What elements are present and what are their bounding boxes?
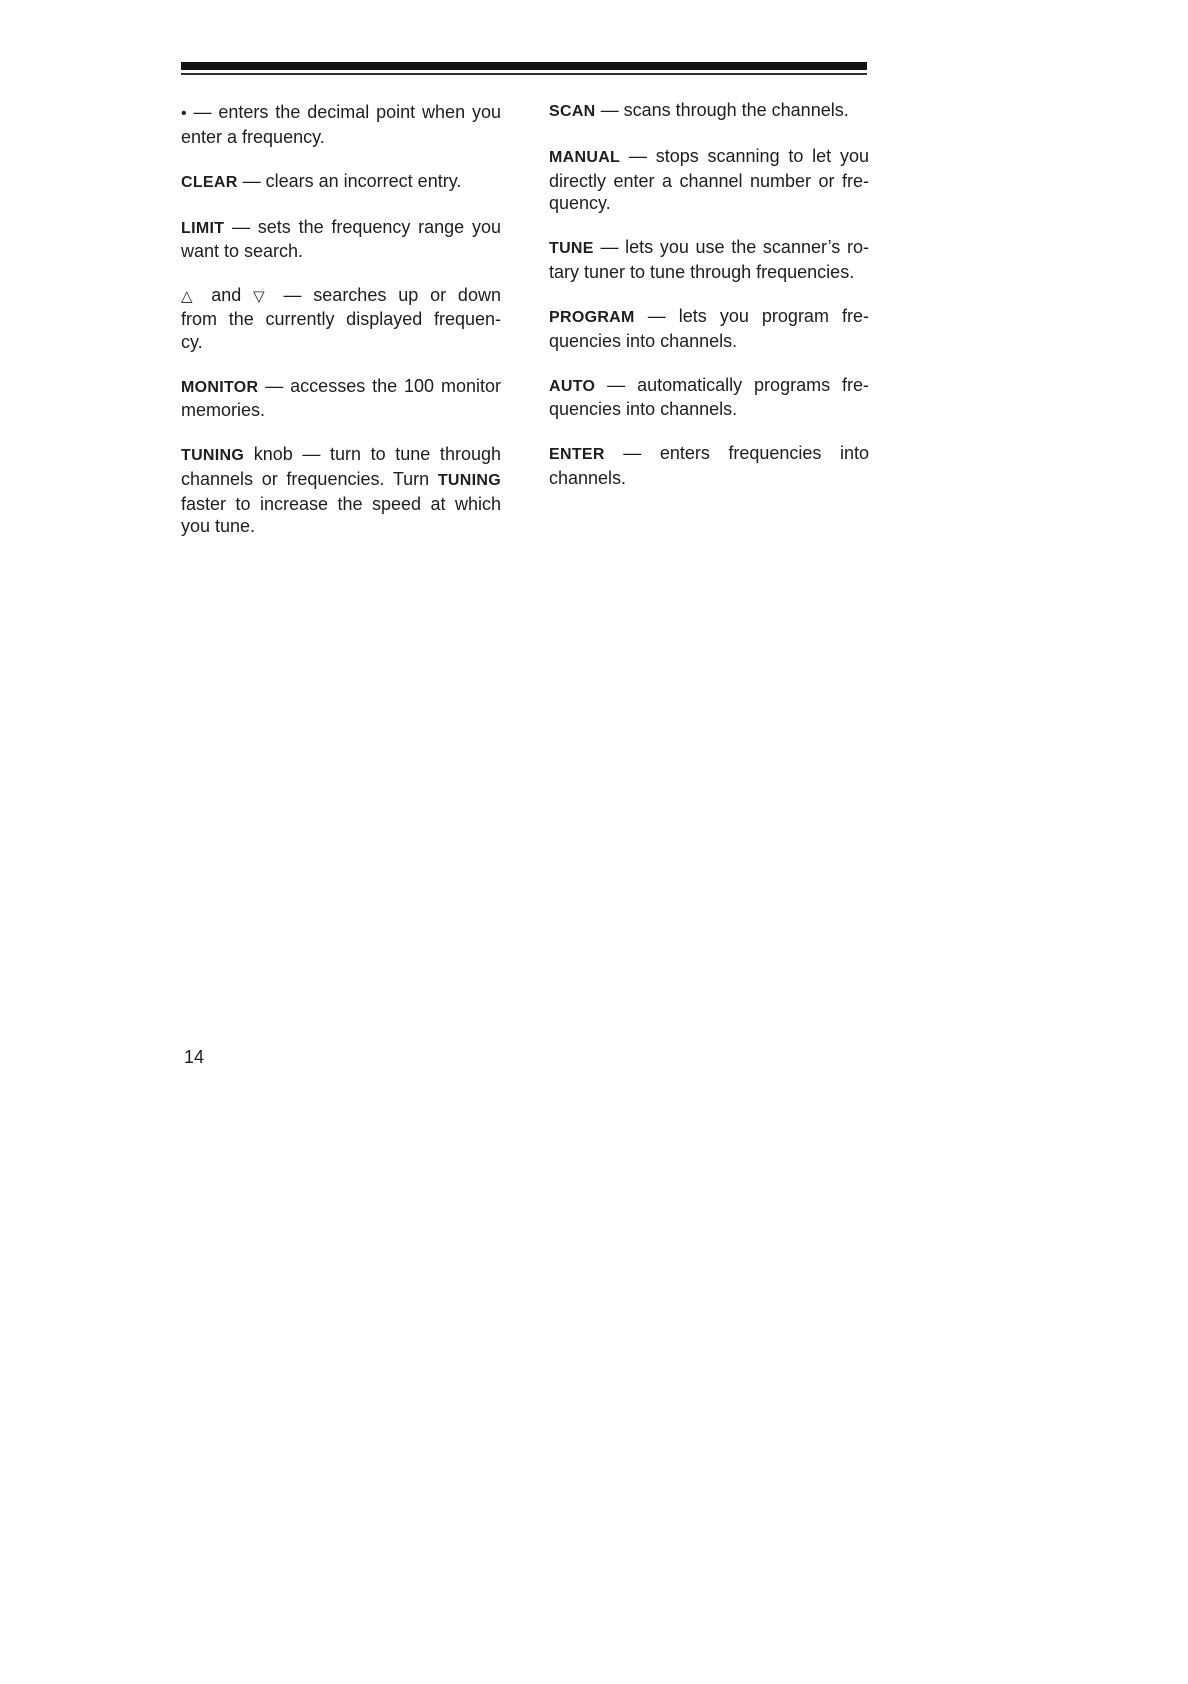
text-line bbox=[181, 284, 501, 308]
scan-key-description bbox=[549, 99, 869, 124]
header-rule-thick bbox=[181, 62, 867, 70]
text-line bbox=[181, 101, 501, 126]
description-text: — stops scanning to let you bbox=[628, 146, 869, 167]
text-line bbox=[181, 170, 501, 195]
tune-key-label: TUNE bbox=[549, 240, 594, 258]
description-text: — clears an incorrect entry. bbox=[242, 170, 462, 191]
auto-key-description bbox=[549, 374, 869, 421]
enter-key-description bbox=[549, 442, 869, 489]
tuning-knob-description bbox=[181, 443, 501, 537]
tuning-key-label: TUNING bbox=[181, 447, 245, 465]
text-line: directly enter a channel number or fre- bbox=[549, 170, 869, 191]
description-text: — accesses the 100 monitor bbox=[265, 375, 501, 396]
text-line: memories. bbox=[181, 400, 266, 421]
description-text: — enters frequencies into bbox=[623, 443, 869, 464]
text-line: tary tuner to tune through frequencies. bbox=[549, 261, 855, 282]
decimal-key-label: • bbox=[181, 105, 187, 122]
limit-key-label: LIMIT bbox=[181, 219, 225, 237]
description-text: — lets you program fre- bbox=[647, 306, 869, 327]
text-line bbox=[549, 442, 869, 467]
right-column bbox=[549, 99, 869, 511]
search-keys-description bbox=[181, 284, 501, 353]
text-line bbox=[549, 305, 869, 330]
description-text: — searches up or down bbox=[283, 285, 501, 306]
text-line bbox=[181, 375, 501, 400]
text-line bbox=[549, 145, 869, 170]
description-text: — automatically programs fre- bbox=[607, 374, 869, 395]
manual-key-label: MANUAL bbox=[549, 149, 621, 167]
program-key-label: PROGRAM bbox=[549, 309, 635, 327]
monitor-key-description bbox=[181, 375, 501, 422]
text-line: channels. bbox=[549, 468, 627, 489]
text-line bbox=[181, 216, 501, 241]
decimal-key-description bbox=[181, 101, 501, 148]
text-line bbox=[181, 468, 501, 493]
text-line bbox=[181, 443, 501, 468]
description-text: knob — turn to tune through bbox=[253, 444, 501, 465]
tune-key-description bbox=[549, 236, 869, 283]
down-triangle-icon: ▽ bbox=[253, 287, 272, 306]
clear-key-description bbox=[181, 170, 501, 195]
text-line: enter a frequency. bbox=[181, 126, 325, 147]
left-column bbox=[181, 101, 501, 559]
text-line: quency. bbox=[549, 193, 611, 214]
program-key-description bbox=[549, 305, 869, 352]
text-line: cy. bbox=[181, 331, 203, 352]
text-line bbox=[549, 236, 869, 261]
tuning-key-label: TUNING bbox=[437, 472, 501, 490]
description-text: channels or frequencies. Turn bbox=[181, 469, 430, 490]
and-text: and bbox=[211, 285, 242, 306]
up-triangle-icon: △ bbox=[181, 287, 200, 306]
description-text: — enters the decimal point when you bbox=[193, 102, 501, 122]
enter-key-label: ENTER bbox=[549, 446, 605, 464]
limit-key-description bbox=[181, 216, 501, 263]
description-text: — scans through the channels. bbox=[600, 100, 849, 120]
monitor-key-label: MONITOR bbox=[181, 378, 259, 396]
text-line: faster to increase the speed at which bbox=[181, 493, 501, 514]
text-line bbox=[549, 99, 869, 124]
text-line: from the currently displayed frequen- bbox=[181, 309, 501, 330]
page-number: 14 bbox=[184, 1047, 205, 1067]
description-text: — lets you use the scanner’s ro- bbox=[600, 237, 869, 258]
header-rule-thin bbox=[181, 73, 867, 75]
clear-key-label: CLEAR bbox=[181, 173, 238, 191]
description-text: — sets the frequency range you bbox=[232, 216, 501, 237]
text-line: you tune. bbox=[181, 516, 256, 537]
text-line bbox=[549, 374, 869, 399]
text-line: quencies into channels. bbox=[549, 399, 738, 420]
text-line: want to search. bbox=[181, 241, 304, 262]
scan-key-label: SCAN bbox=[549, 103, 596, 120]
auto-key-label: AUTO bbox=[549, 377, 596, 395]
text-line: quencies into channels. bbox=[549, 330, 738, 351]
manual-key-description bbox=[549, 145, 869, 215]
